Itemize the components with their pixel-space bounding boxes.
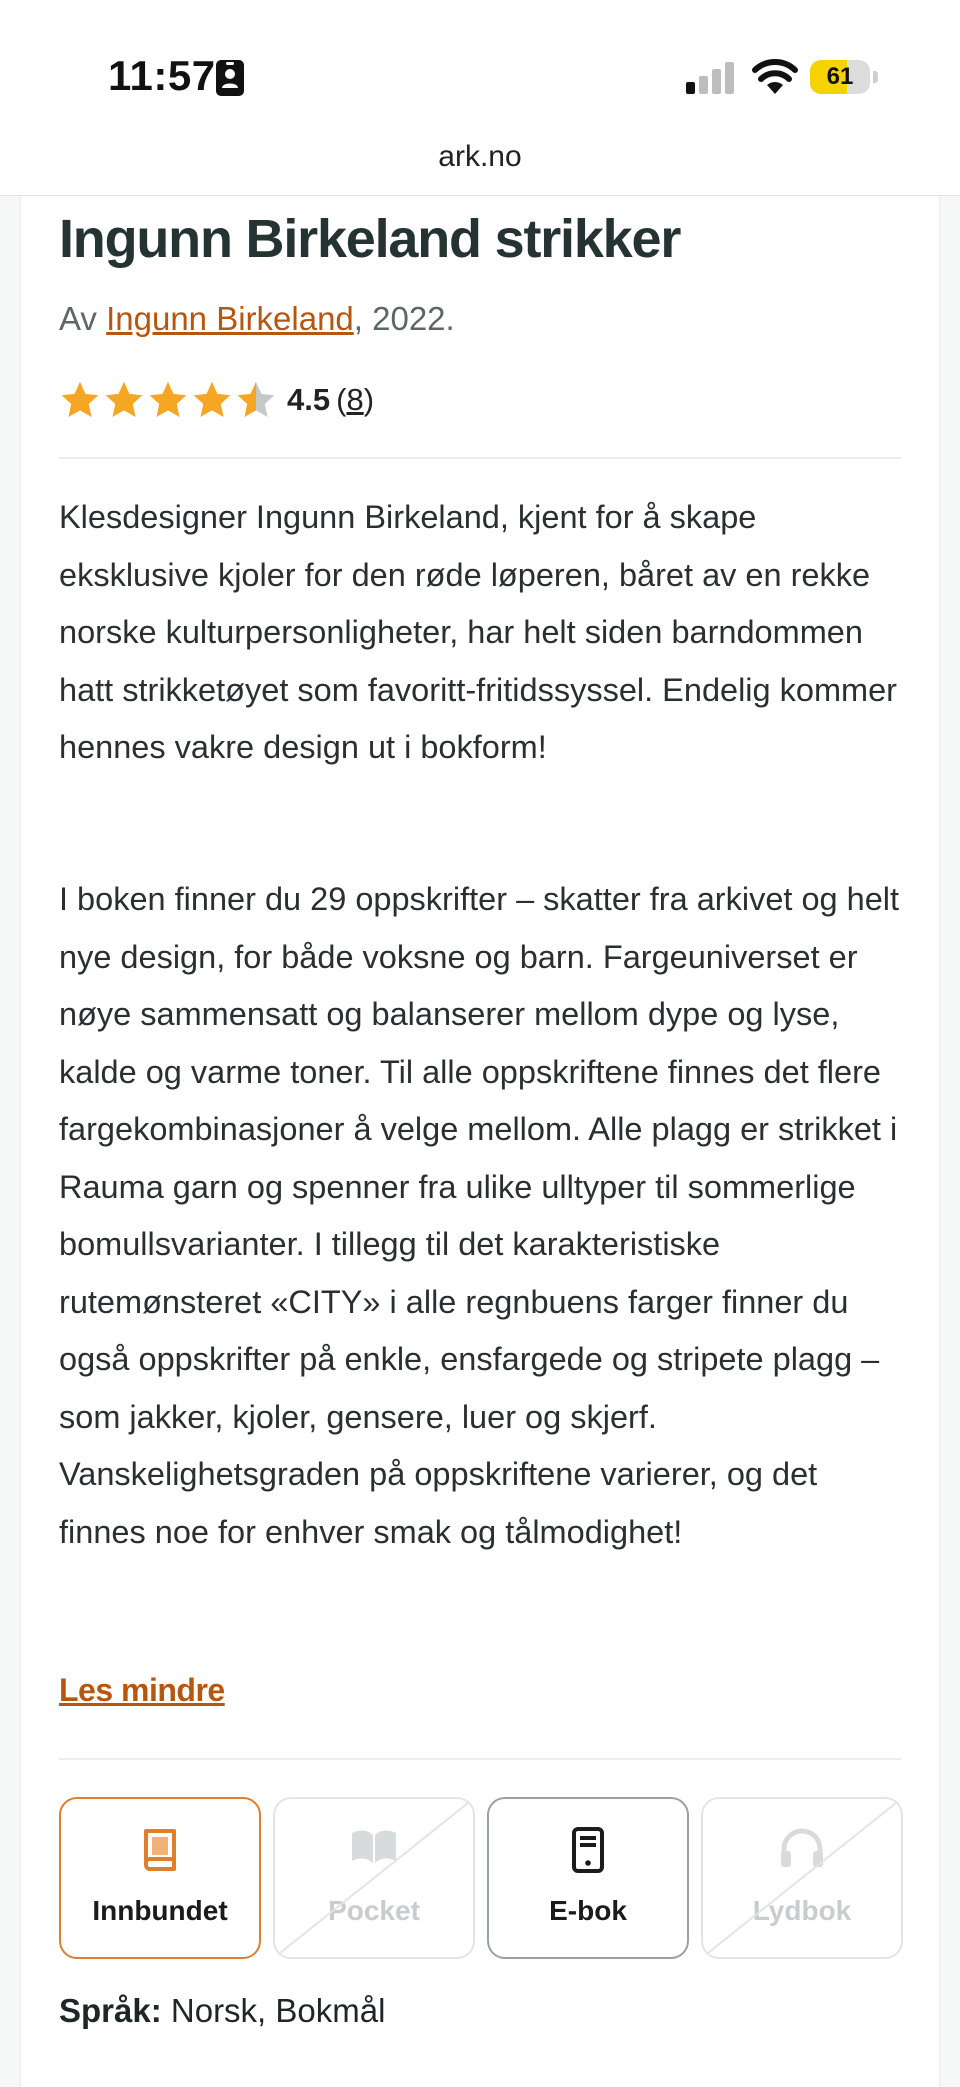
divider	[59, 457, 901, 459]
star-icon	[59, 379, 101, 421]
format-label: Pocket	[328, 1895, 420, 1926]
book-title: Ingunn Birkeland strikker	[59, 209, 681, 269]
rating-stars	[59, 379, 277, 421]
format-option-e-bok[interactable]	[487, 1797, 689, 1959]
format-option-pocket	[273, 1797, 475, 1959]
language-label: Språk:	[59, 1992, 162, 2029]
format-label: Innbundet	[92, 1895, 228, 1926]
reviews-link[interactable]: 8	[346, 382, 364, 417]
star-icon	[235, 379, 277, 421]
format-option-lydbok	[701, 1797, 903, 1959]
divider	[59, 1758, 901, 1760]
format-selector	[59, 1797, 901, 1959]
contact-card-icon	[216, 60, 244, 96]
wifi-icon	[752, 58, 798, 94]
rating-count: (8)	[336, 382, 375, 417]
unavailable-slash	[703, 1799, 901, 1957]
rating-value: 4.5	[287, 382, 331, 417]
rating	[59, 378, 374, 422]
star-icon	[103, 379, 145, 421]
address-bar[interactable]	[0, 140, 960, 196]
language-value: Norsk, Bokmål	[161, 1992, 386, 2029]
format-option-innbundet[interactable]	[59, 1797, 261, 1959]
description-paragraph: I boken finner du 29 oppskrifter – skatter fra arkivet og helt nye design, for både voksne og barn. Fargeuniverset er nøye sammensatt og balanserer mellom dype og lyse, kalde og varme toner. Til alle oppskriftene finnes det flere fargekombinasjoner å velge mellom. Alle plagg er strikket i Rauma garn og spenner fra ulike ulltyper til sommerlige bomullsvarianter. I tillegg til det karakteristiske rutemønsteret «CITY» i alle regnbuens farger finner du også oppskrifter på enkle, ensfargede og stripete plagg – som jakker, kjoler, gensere, luer og skjerf. Vanskelighetsgraden på oppskriftene varierer, og det finnes noe for enhver smak og tålmodighet!	[59, 881, 900, 1550]
unavailable-slash	[275, 1799, 473, 1957]
byline-year: , 2022.	[353, 300, 455, 337]
format-label: E-bok	[549, 1895, 627, 1926]
format-label: Lydbok	[752, 1895, 852, 1926]
language-info	[59, 1992, 385, 2030]
star-icon	[191, 379, 233, 421]
book-icon	[140, 1827, 180, 1873]
byline	[59, 300, 455, 338]
tablet-icon	[571, 1827, 605, 1873]
status-time: 11:57	[108, 52, 216, 99]
battery-indicator	[810, 60, 874, 94]
description-paragraph: Klesdesigner Ingunn Birkeland, kjent for å skape eksklusive kjoler for den røde løperen, båret av en rekke norske kulturpersonligheter, har helt siden barndommen hatt strikketøyet som favoritt-fritidssyssel. Endelig kommer hennes vakre design ut i bokform!	[59, 499, 898, 765]
cellular-signal-icon	[686, 62, 736, 94]
star-icon	[147, 379, 189, 421]
byline-prefix: Av	[59, 300, 107, 337]
show-less-link[interactable]: Les mindre	[59, 1672, 225, 1708]
url-text: ark.no	[438, 140, 522, 173]
battery-percent: 61	[826, 63, 854, 90]
status-bar	[0, 0, 960, 140]
author-link[interactable]: Ingunn Birkeland	[106, 300, 354, 337]
